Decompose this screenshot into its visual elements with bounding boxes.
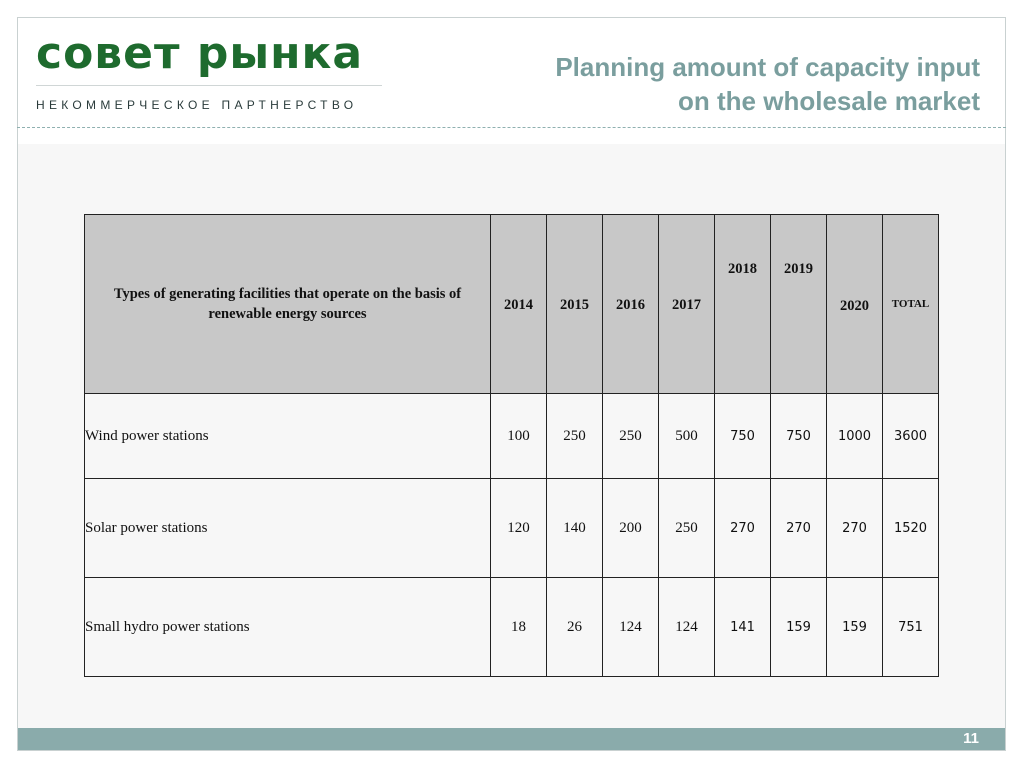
table-cell: 270 (827, 479, 883, 578)
logo-wordmark: совет рынка (36, 28, 364, 79)
page-number: 11 (963, 730, 979, 747)
table-row (85, 578, 939, 677)
table-cell: 250 (547, 394, 603, 479)
table-cell: 1000 (827, 394, 883, 479)
table-cell: 120 (491, 479, 547, 578)
table-cell: 124 (659, 578, 715, 677)
capacity-table (84, 214, 939, 677)
table-cell: 250 (659, 479, 715, 578)
table-cell: 124 (603, 578, 659, 677)
header-year: 2018 (715, 215, 771, 394)
table-cell: 159 (827, 578, 883, 677)
header-year: 2014 (491, 215, 547, 394)
table-cell: 500 (659, 394, 715, 479)
slide-title-line-1: Planning amount of capacity input (555, 52, 980, 82)
total-cell: 751 (883, 578, 939, 677)
table-cell: 200 (603, 479, 659, 578)
table-cell: 18 (491, 578, 547, 677)
table-cell: 270 (771, 479, 827, 578)
header-facility-type: Types of generating facilities that operate on the basis of renewable energy sources (85, 215, 491, 394)
table-cell: 270 (715, 479, 771, 578)
table-cell: 159 (771, 578, 827, 677)
header-year: 2020 (827, 215, 883, 394)
table-cell: 750 (715, 394, 771, 479)
table-header-row (85, 215, 939, 394)
logo-subtitle: НЕКОММЕРЧЕСКОЕ ПАРТНЕРСТВО (36, 98, 358, 112)
footer-bar (18, 728, 1005, 750)
table-cell: 140 (547, 479, 603, 578)
row-label: Small hydro power stations (85, 578, 491, 677)
slide-title (460, 50, 980, 118)
table-row (85, 394, 939, 479)
total-cell: 3600 (883, 394, 939, 479)
total-cell: 1520 (883, 479, 939, 578)
table-row (85, 479, 939, 578)
header-dashed-divider (17, 127, 1006, 128)
table-cell: 100 (491, 394, 547, 479)
header-year: 2016 (603, 215, 659, 394)
row-label: Wind power stations (85, 394, 491, 479)
logo-divider (36, 85, 382, 86)
header-total: TOTAL (883, 215, 939, 394)
table-cell: 250 (603, 394, 659, 479)
row-label: Solar power stations (85, 479, 491, 578)
slide-title-line-2: on the wholesale market (678, 86, 980, 116)
table-cell: 750 (771, 394, 827, 479)
header-year: 2019 (771, 215, 827, 394)
header-year: 2015 (547, 215, 603, 394)
table-cell: 141 (715, 578, 771, 677)
header-year: 2017 (659, 215, 715, 394)
table-cell: 26 (547, 578, 603, 677)
